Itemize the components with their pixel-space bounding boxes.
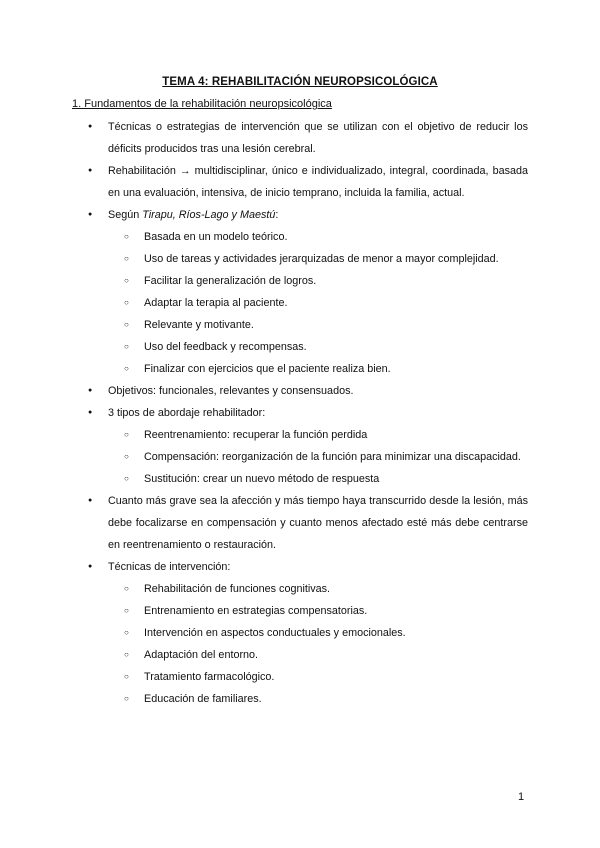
sub-list-item: ○ Compensación: reorganización de la función para minimizar una discapacidad. [108,446,528,468]
section-heading: 1. Fundamentos de la rehabilitación neuropsicológica [72,98,332,110]
sub-list-item: ○ Uso de tareas y actividades jerarquizadas de menor a mayor complejidad. [108,248,528,270]
list-item-text: : [275,209,279,221]
list-item-text: 3 tipos de abordaje rehabilitador: [108,407,266,419]
sub-list-item: ○ Intervención en aspectos conductuales y emocionales. [108,622,528,644]
list-item-text: Según [108,209,143,221]
sub-list-item: ○ Finalizar con ejercicios que el paciente realiza bien. [108,358,528,380]
list-item: ● Objetivos: funcionales, relevantes y consensuados. [72,380,528,402]
sub-list-item: ○ Facilitar la generalización de logros. [108,270,528,292]
sub-list-item: ○ Entrenamiento en estrategias compensatorias. [108,600,528,622]
list-item: ● Cuanto más grave sea la afección y más tiempo haya transcurrido desde la lesión, más debe focalizarse en compensación y cuanto menos afectado esté más debe centrarse en reentrenamiento o restauración. [72,490,528,556]
sub-list-item: ○ Rehabilitación de funciones cognitivas. [108,578,528,600]
page-number: 1 [518,791,525,803]
page-title: TEMA 4: REHABILITACIÓN NEUROPSICOLÓGICA [162,76,438,88]
list-item [72,204,528,380]
sub-list-item: ○ Tratamiento farmacológico. [108,666,528,688]
sub-list-item: ○ Sustitución: crear un nuevo método de respuesta [108,468,528,490]
sub-list-item: ○ Educación de familiares. [108,688,528,710]
sub-list [108,226,528,380]
main-bullet-list [72,116,528,710]
authors-text: Tirapu, Ríos-Lago y Maestú [142,209,276,221]
sub-list [108,424,528,490]
list-item: ● Rehabilitación → multidisciplinar, único e individualizado, integral, coordinada, basada en una evaluación, intensiva, de inicio temprano, incluida la familia, actual. [72,160,528,204]
list-item [72,556,528,710]
list-item-text: Técnicas de intervención: [108,561,231,573]
list-item [72,402,528,490]
sub-list-item: ○ Basada en un modelo teórico. [108,226,528,248]
sub-list-item: ○ Reentrenamiento: recuperar la función perdida [108,424,528,446]
list-item: ● Técnicas o estrategias de intervención que se utilizan con el objetivo de reducir los déficits producidos tras una lesión cerebral. [72,116,528,160]
sub-list-item: ○ Adaptar la terapia al paciente. [108,292,528,314]
sub-list-item: ○ Uso del feedback y recompensas. [108,336,528,358]
sub-list-item: ○ Adaptación del entorno. [108,644,528,666]
sub-list-item: ○ Relevante y motivante. [108,314,528,336]
sub-list [108,578,528,710]
